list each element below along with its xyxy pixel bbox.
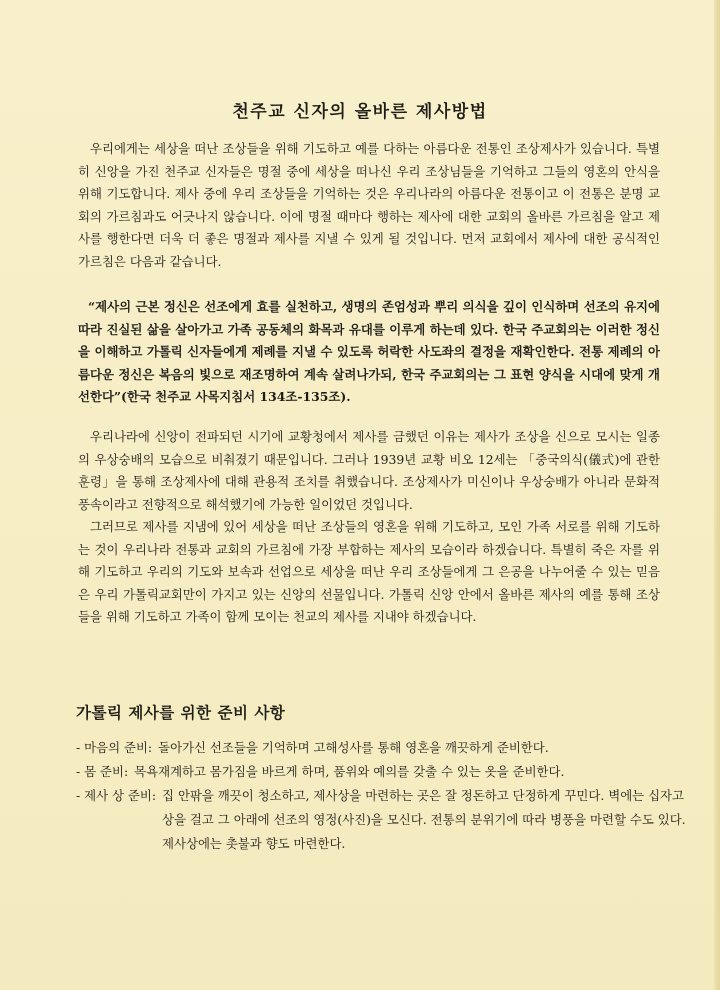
paragraph-quote: “제사의 근본 정신은 선조에게 효를 실천하고, 생명의 존엄성과 뿌리 의식을 깊이 인식하며 선조의 유지에 따라 진실된 삶을 살아가고 가족 공동체의 화목과 유대를 이루게 하는데 있다. 한국 주교회의는 이러한 정신을 이해하고 가톨릭 신자들에게 제례를 지낼 수 있도록 허락한 사도좌의 결정을 재확인한다. 전통 제례의 아름다운 정신은 복음의 빛으로 재조명하여 계속 살려나가되, 한국 주교회의는 그 표현 양식을 시대에 맞게 개선한다”(한국 천주교 사목지침서 134조-135조). — [78, 299, 660, 404]
preparation-list — [76, 736, 686, 856]
list-item-body — [76, 760, 686, 784]
list-item-mind — [76, 736, 686, 760]
section-heading: 가톨릭 제사를 위한 준비 사항 — [76, 702, 286, 722]
scan-mark: · — [90, 404, 93, 412]
page-edge — [714, 0, 720, 990]
list-item-table — [76, 784, 686, 856]
paragraph-conclusion: 그러므로 제사를 지냄에 있어 세상을 떠난 조상들의 영혼을 위해 기도하고, 모인 가족 서로를 위해 기도하는 것이 우리나라 전통과 교회의 가르침에 가장 부합하는 제사의 모습이라 하겠습니다. 특별히 죽은 자를 위해 기도하고 우리의 기도와 보속과 선업으로 세상을 떠난 우리 조상들에게 그 은공을 나누어줄 수 있는 믿음은 우리 가톨릭교회만이 가지고 있는 신앙의 선물입니다. 가톨릭 신앙 안에서 올바른 제사의 예를 통해 조상들을 위해 기도하고 가족이 함께 모이는 천교의 제사를 지내야 하겠습니다. — [78, 519, 660, 624]
preparation-text: 돌아가신 선조들을 기억하며 고해성사를 통해 영혼을 깨끗하게 준비한다. — [158, 740, 549, 755]
preparation-label: - 마음의 준비: — [76, 740, 153, 755]
preparation-text: 목욕재계하고 몸가짐을 바르게 하며, 품위와 예의를 갖출 수 있는 옷을 준비한다. — [134, 764, 565, 779]
document-title: 천주교 신자의 올바른 제사방법 — [232, 102, 488, 123]
preparation-text: 집 안팎을 깨끗이 청소하고, 제사상을 마련하는 곳은 잘 정돈하고 단정하게 꾸민다. 벽에는 십자고상을 걸고 그 아래에 선조의 영정(사진)을 모신다. 전통의 분위기에 따라 병풍을 마련할 수도 있다. 제사상에는 촛불과 향도 마련한다. — [162, 788, 686, 851]
preparation-label: - 제사 상 준비: — [76, 788, 157, 803]
paragraph-intro: 우리에게는 세상을 떠난 조상들을 위해 기도하고 예를 다하는 아름다운 전통인 조상제사가 있습니다. 특별히 신앙을 가진 천주교 신자들은 명절 중에 세상을 떠나신 우리 조상님들을 기억하고 그들의 영혼의 안식을 위해 기도합니다. 제사 중에 우리 조상들을 기억하는 것은 우리나라의 아름다운 전통이고 이 전통은 분명 교회의 가르침과도 어긋나지 않습니다. 이에 명절 때마다 행하는 제사에 대한 교회의 올바른 가르침을 알고 제사를 행한다면 더욱 더 좋은 명절과 제사를 지낼 수 있게 될 것입니다. 먼저 교회에서 제사에 대한 공식적인 가르침은 다음과 같습니다. — [78, 141, 660, 269]
preparation-label: - 몸 준비: — [76, 764, 129, 779]
paragraph-history: 우리나라에 신앙이 전파되던 시기에 교황청에서 제사를 금했던 이유는 제사가 조상을 신으로 모시는 일종의 우상숭배의 모습으로 비춰졌기 때문입니다. 그러나 1939년 교황 비오 12세는 「중국의식(儀式)에 관한 훈령」을 통해 조상제사에 대해 관용적 조치를 취했습니다. 조상제사가 미신이나 우상숭배가 아니라 문화적 풍속이라고 전향적으로 해석했기에 가능한 일이었던 것입니다. — [78, 429, 660, 512]
